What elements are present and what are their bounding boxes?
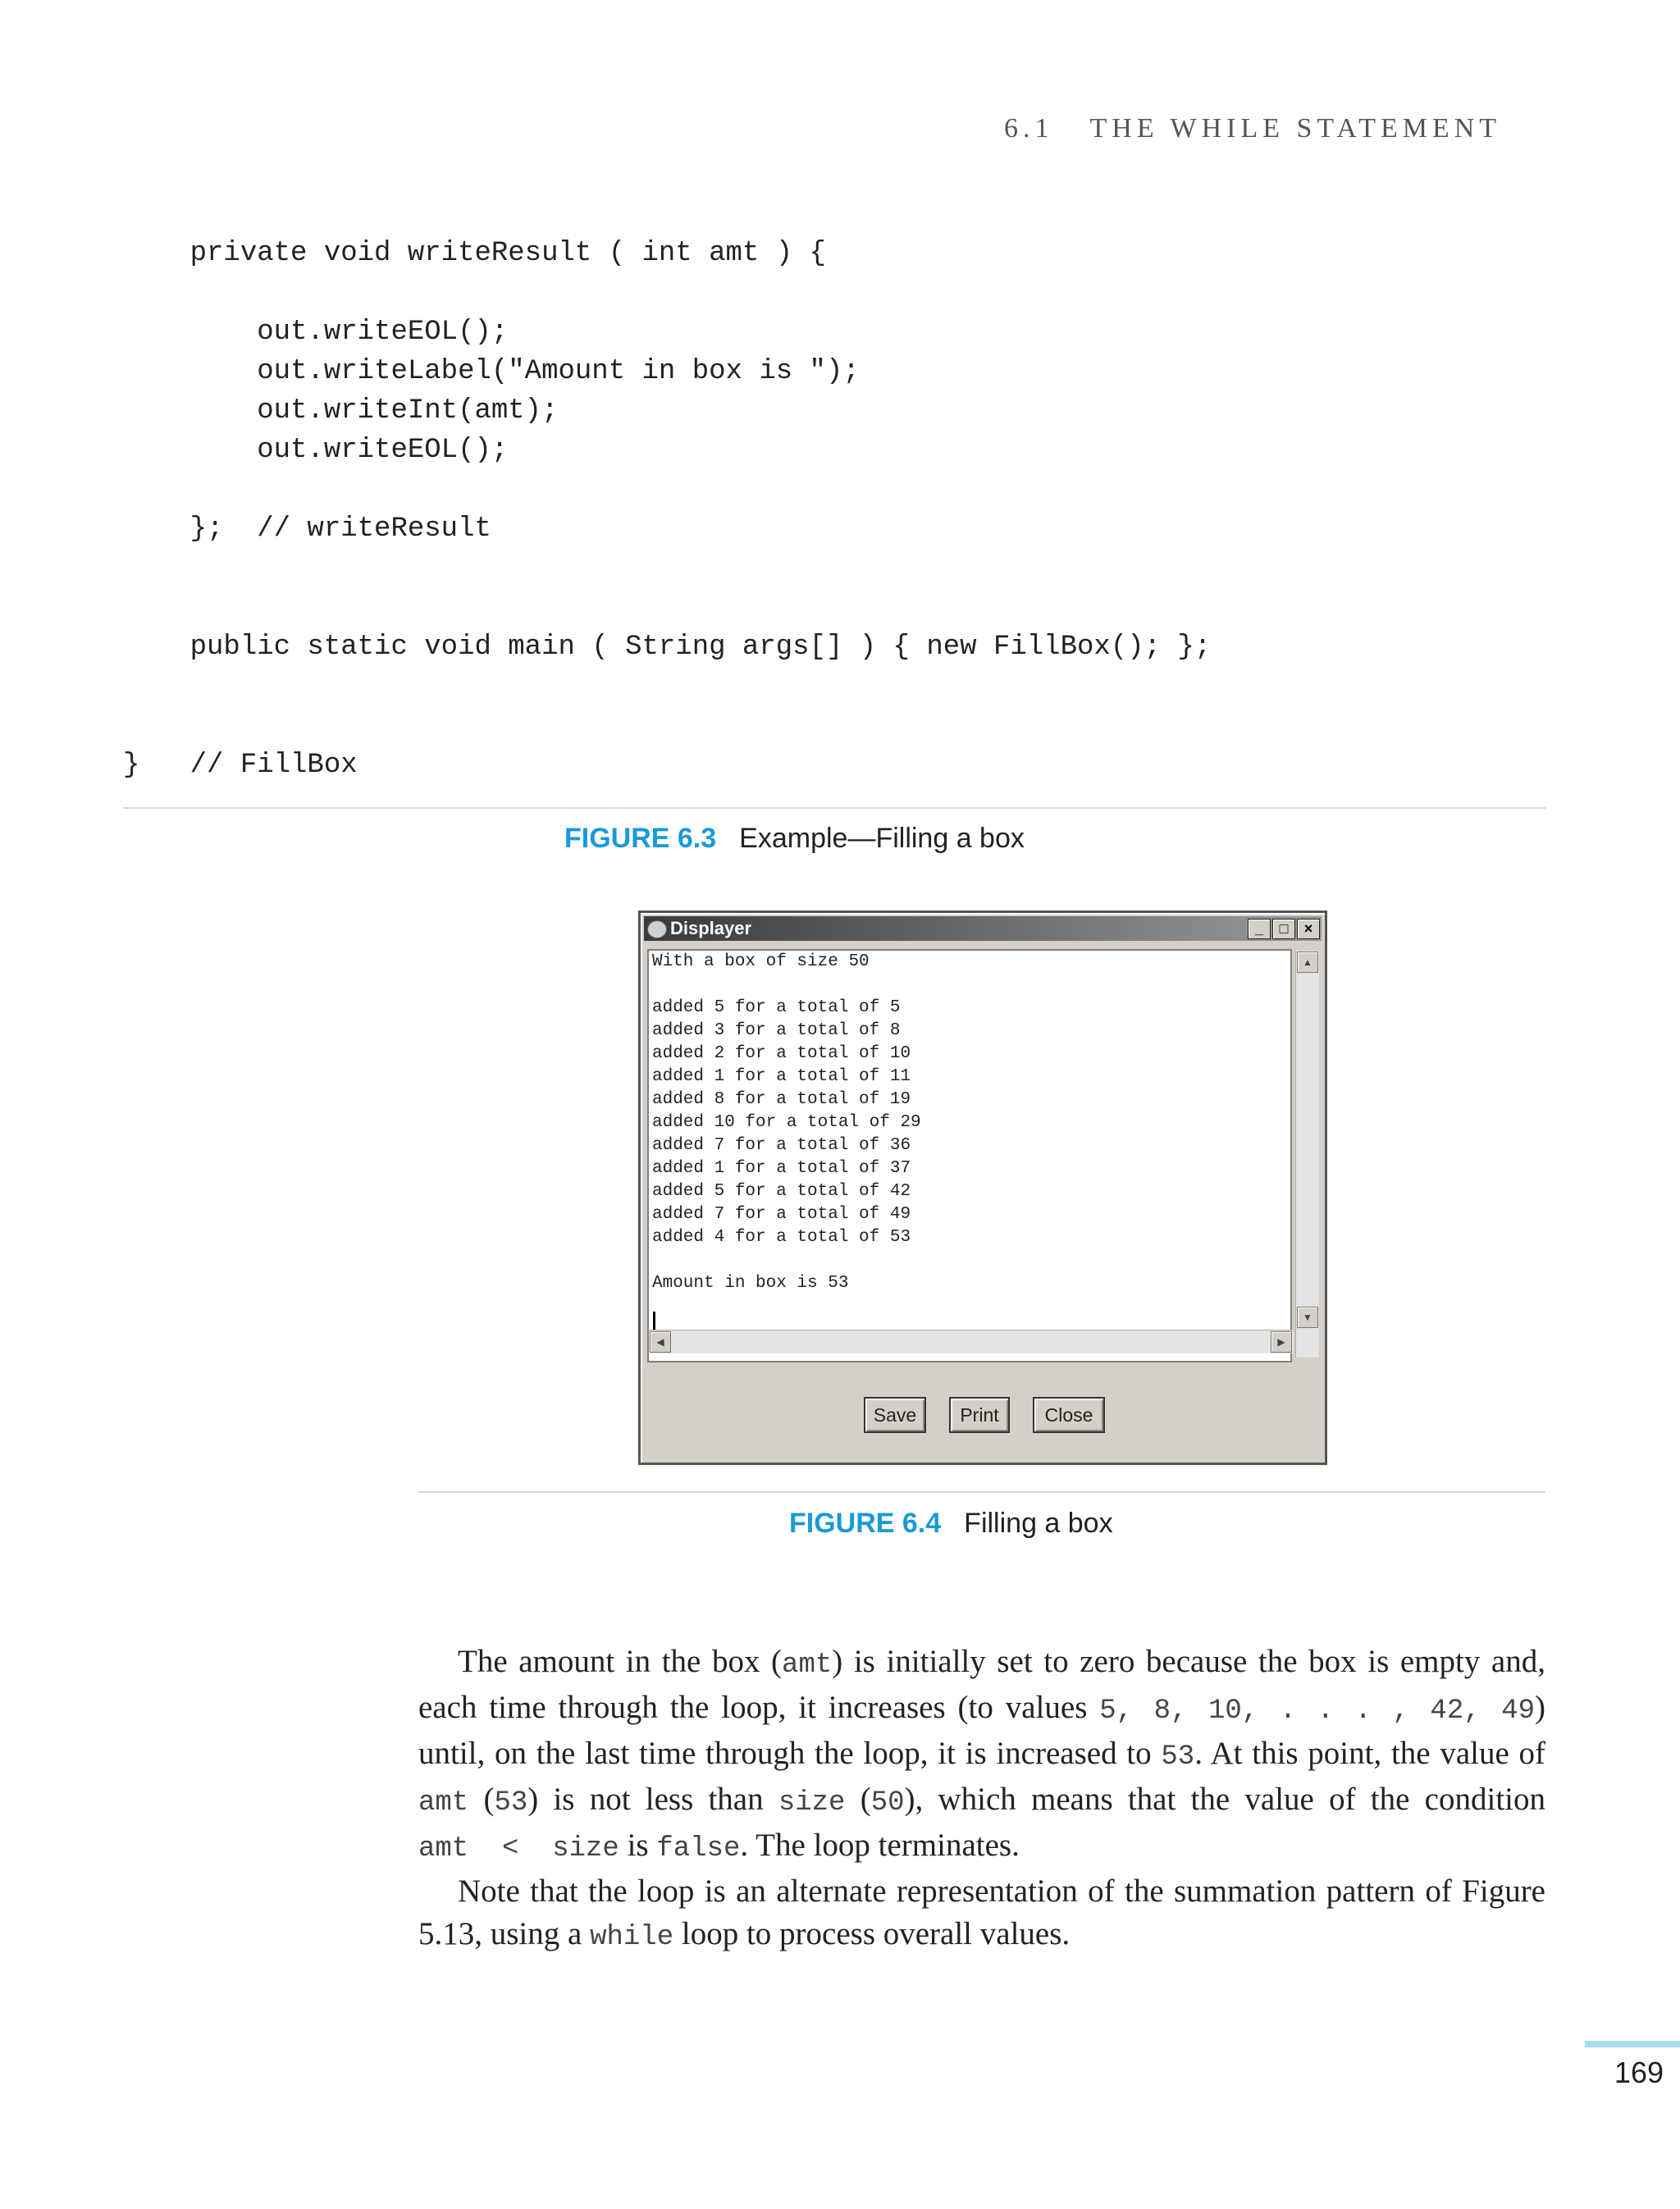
maximize-icon[interactable]: □ bbox=[1272, 919, 1295, 939]
code-line: out.writeInt(amt); bbox=[123, 395, 559, 427]
output-line: added 4 for a total of 53 bbox=[652, 1228, 911, 1247]
output-line: added 1 for a total of 37 bbox=[652, 1159, 911, 1178]
close-button[interactable]: Close bbox=[1033, 1397, 1105, 1433]
minimize-icon[interactable]: _ bbox=[1248, 919, 1271, 939]
output-line: added 5 for a total of 5 bbox=[652, 998, 901, 1017]
figure-divider bbox=[123, 807, 1545, 809]
figure-6-4-caption bbox=[789, 1508, 1113, 1540]
output-line: added 5 for a total of 42 bbox=[652, 1182, 911, 1201]
app-icon bbox=[647, 920, 667, 938]
section-title: THE WHILE STATEMENT bbox=[1089, 113, 1502, 144]
figure-6-3-caption bbox=[564, 823, 1025, 855]
figure-title: Example—Filling a box bbox=[739, 823, 1025, 854]
output-text-area[interactable] bbox=[647, 949, 1292, 1362]
scroll-left-icon[interactable]: ◀ bbox=[650, 1331, 671, 1353]
displayer-window bbox=[638, 911, 1327, 1465]
output-line: added 7 for a total of 49 bbox=[652, 1205, 911, 1224]
vertical-scrollbar[interactable] bbox=[1295, 951, 1319, 1358]
window-titlebar[interactable] bbox=[644, 916, 1322, 941]
output-line: Amount in box is 53 bbox=[652, 1274, 849, 1293]
save-button[interactable]: Save bbox=[864, 1397, 926, 1433]
close-icon[interactable]: × bbox=[1297, 919, 1320, 939]
figure-label: FIGURE 6.3 bbox=[564, 823, 717, 854]
output-line: added 2 for a total of 10 bbox=[652, 1044, 911, 1063]
figure-title: Filling a box bbox=[964, 1508, 1113, 1539]
figure-label: FIGURE 6.4 bbox=[789, 1508, 942, 1539]
window-title: Displayer bbox=[670, 918, 752, 938]
output-line: added 10 for a total of 29 bbox=[652, 1113, 921, 1132]
output-line: added 1 for a total of 11 bbox=[652, 1067, 911, 1086]
section-number: 6.1 bbox=[1004, 113, 1054, 144]
code-line: out.writeEOL(); bbox=[123, 435, 509, 466]
horizontal-scrollbar[interactable] bbox=[649, 1330, 1294, 1353]
code-line: public static void main ( String args[] ) { new FillBox(); }; bbox=[123, 632, 1212, 663]
print-button[interactable]: Print bbox=[949, 1397, 1010, 1433]
running-head bbox=[1004, 113, 1501, 144]
scroll-right-icon[interactable]: ▶ bbox=[1271, 1331, 1292, 1353]
page-tab-decoration bbox=[1585, 2041, 1680, 2047]
output-line: With a box of size 50 bbox=[652, 952, 870, 971]
output-line: added 8 for a total of 19 bbox=[652, 1090, 911, 1109]
code-line: out.writeLabel("Amount in box is "); bbox=[123, 356, 860, 387]
scroll-down-icon[interactable]: ▼ bbox=[1297, 1307, 1318, 1328]
code-line: private void writeResult ( int amt ) { bbox=[123, 238, 826, 269]
body-text bbox=[418, 1641, 1545, 1959]
code-line: }; // writeResult bbox=[123, 513, 491, 545]
figure-divider bbox=[418, 1491, 1545, 1493]
output-line: added 3 for a total of 8 bbox=[652, 1021, 901, 1040]
page-number: 169 bbox=[1614, 2056, 1664, 2089]
code-line: out.writeEOL(); bbox=[123, 317, 509, 348]
scroll-up-icon[interactable]: ▲ bbox=[1297, 952, 1318, 973]
code-line: } // FillBox bbox=[123, 750, 358, 781]
output-line: added 7 for a total of 36 bbox=[652, 1136, 911, 1155]
paragraph: The amount in the box (amt) is initially set to zero because the box is empty and, each time through the loop, it increases (to values 5, 8, 10, . . . , 42, 49) until, on the last time through the loop, it is increased to 53. At this point, the value of amt (53) is not less than size (50), which means that the value of the condition amt < size is false. The loop terminates. bbox=[418, 1644, 1545, 1864]
paragraph: Note that the loop is an alternate representation of the summation pattern of Figure 5.13, using a while loop to process overall values. bbox=[418, 1874, 1545, 1953]
